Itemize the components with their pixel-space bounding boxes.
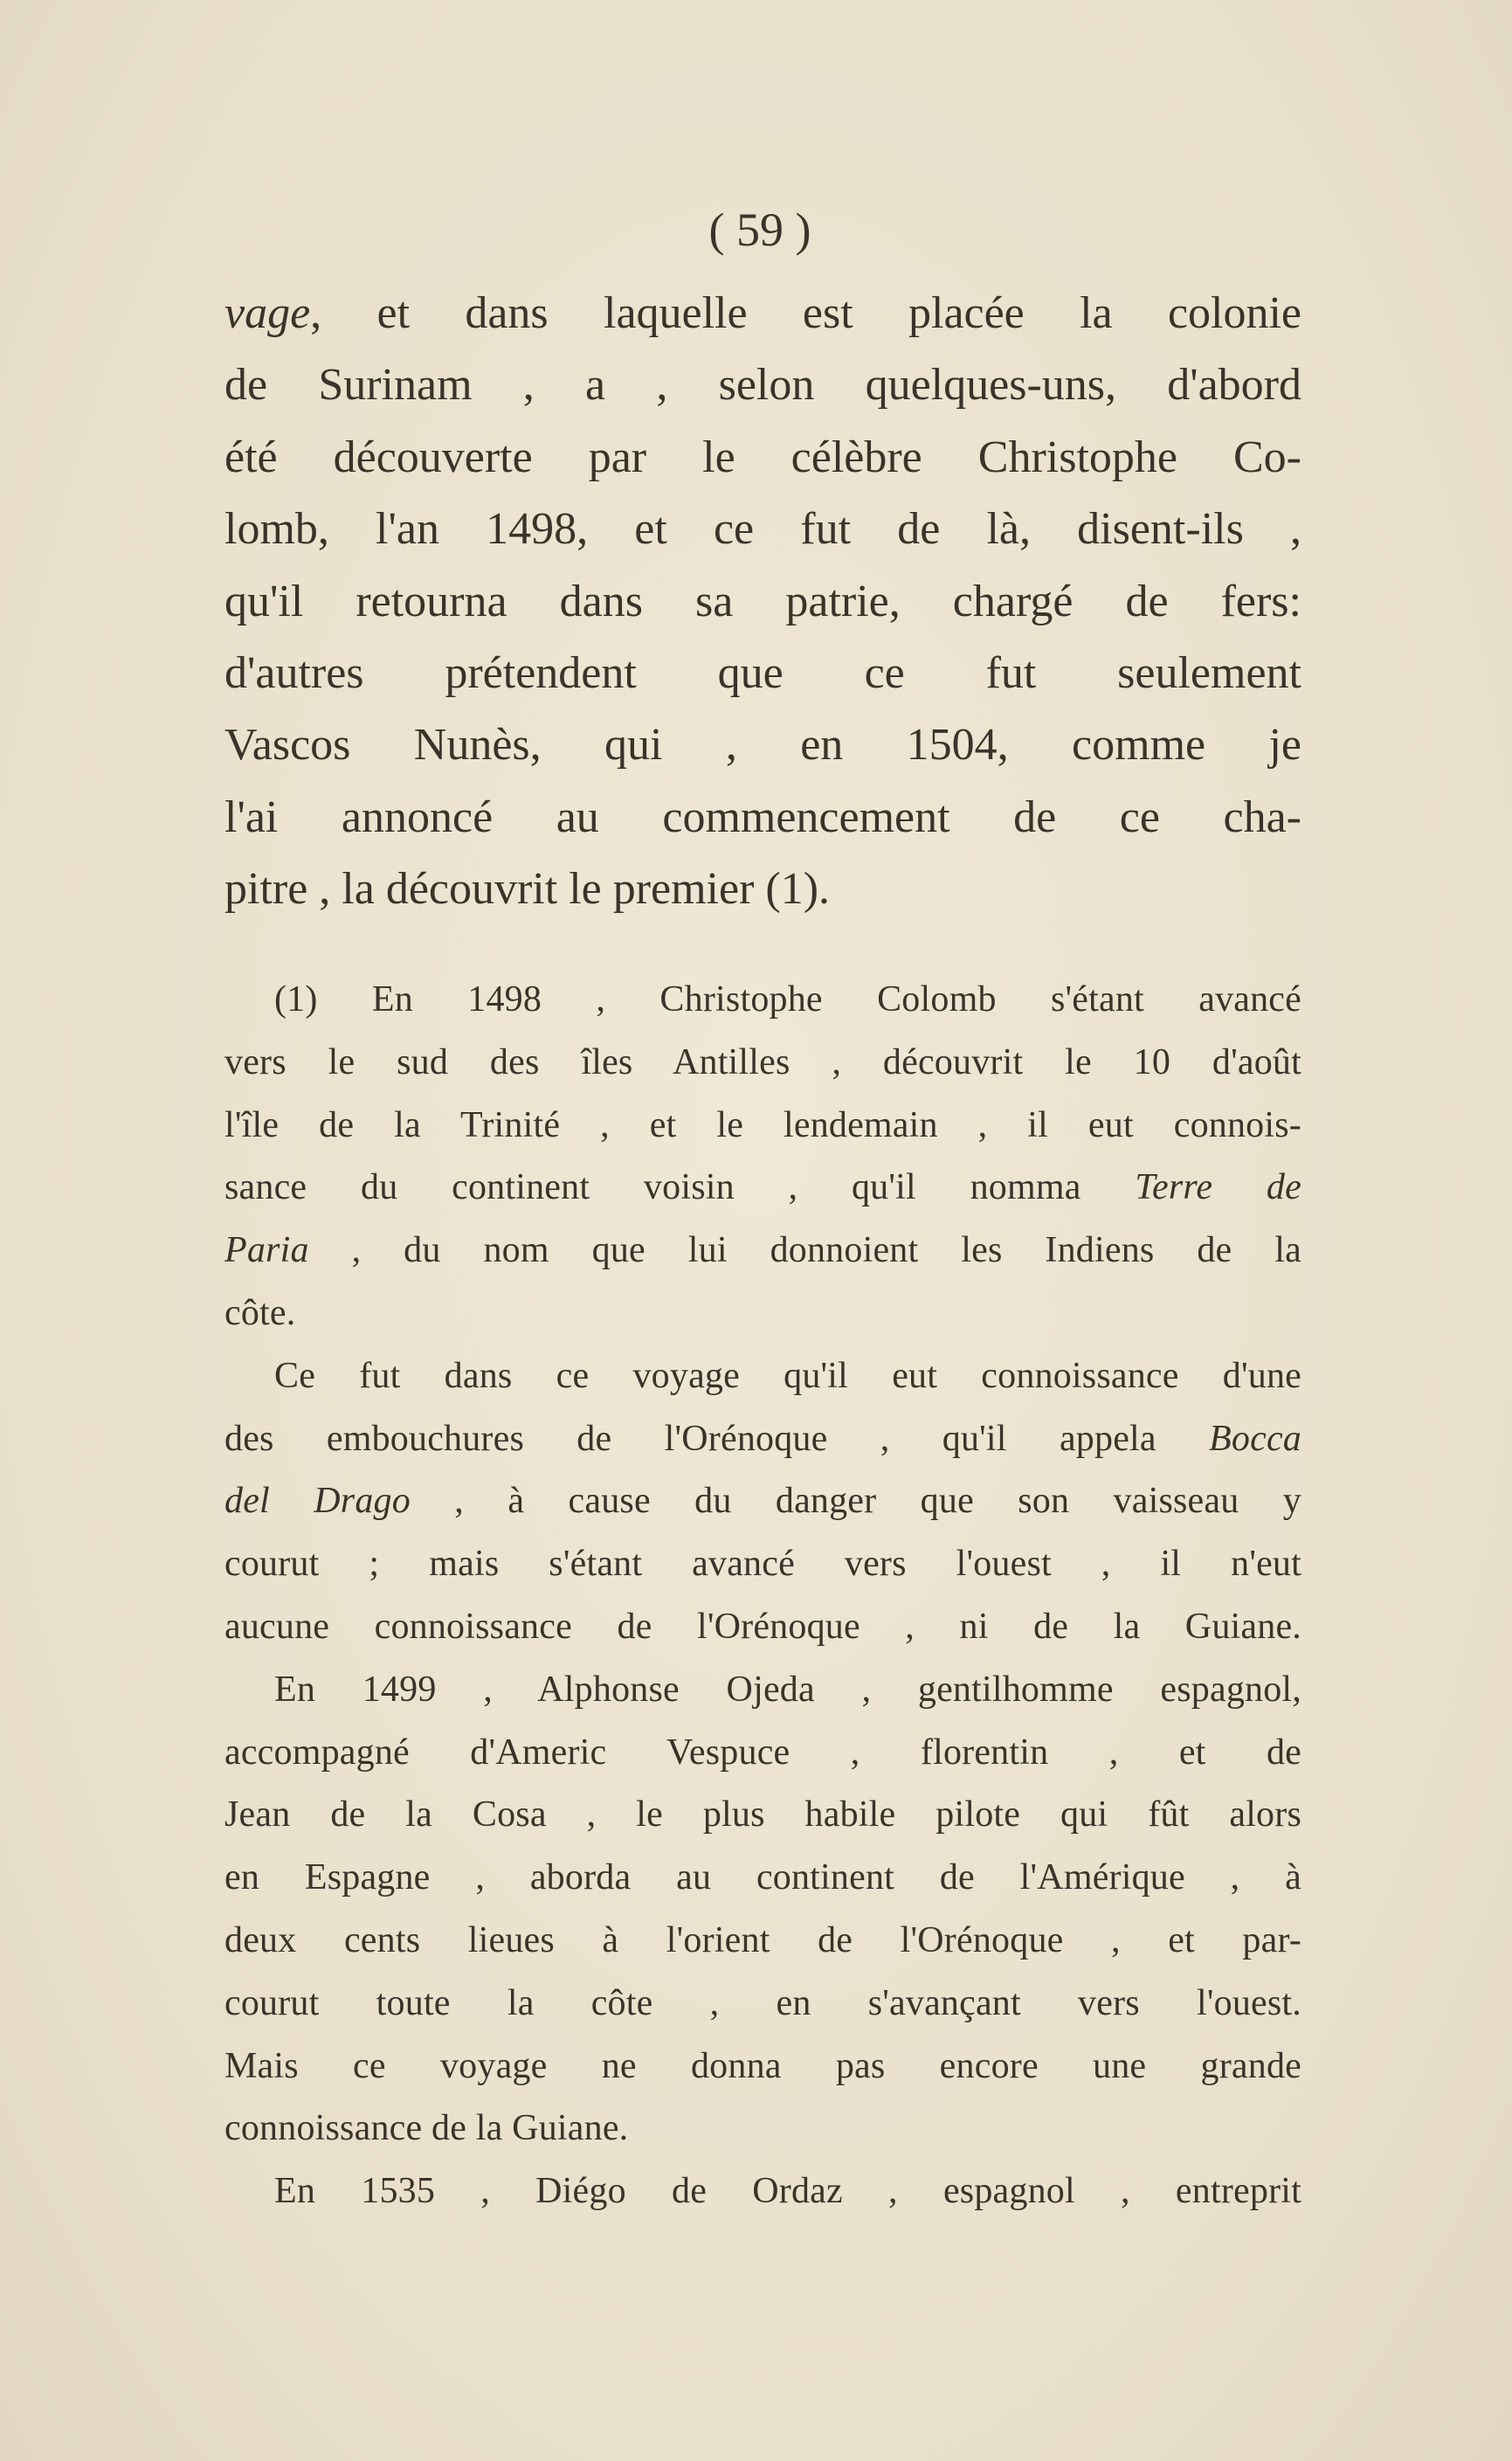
italic-text: Terre de [1135, 1167, 1301, 1208]
footnote-line [224, 1721, 1301, 1784]
text-segment: pitre , la découvrit le premier (1). [224, 864, 831, 915]
footnote-line [274, 1345, 1301, 1407]
main-text-line [224, 349, 1301, 421]
main-text-line [224, 422, 1301, 494]
italic-text: Bocca [1209, 1418, 1301, 1459]
text-segment: lomb, l'an 1498, et ce fut de là, disent-ils , [224, 504, 1301, 555]
footnote-line [224, 1031, 1301, 1094]
text-segment: , à cause du danger que son vaisseau y [410, 1481, 1301, 1522]
text-segment: l'ai annoncé au commencement de ce cha- [224, 792, 1301, 842]
footnote-line [224, 1909, 1301, 1972]
footnote-line [274, 968, 1301, 1031]
page-number: ( 59 ) [708, 204, 811, 256]
main-text-line [224, 566, 1301, 638]
footnote-line [224, 1219, 1301, 1282]
text-segment: l'île de la Trinité , et le lendemain , il eut connois- [224, 1104, 1301, 1145]
main-text-line [224, 854, 1301, 925]
italic-text: vage [224, 288, 311, 338]
main-text-line [224, 638, 1301, 709]
footnote-line [224, 1282, 1301, 1345]
footnote-line [224, 1469, 1301, 1532]
text-segment: courut ; mais s'étant avancé vers l'ouest , il n'eut [224, 1544, 1301, 1585]
footnote-line [224, 1595, 1301, 1658]
main-text-line [224, 709, 1301, 781]
text-segment: vers le sud des îles Antilles , découvrit le 10 d'août [224, 1041, 1301, 1082]
text-segment: connoissance de la Guiane. [224, 2108, 629, 2149]
main-text-line [224, 278, 1301, 349]
text-segment: d'autres prétendent que ce fut seulement [224, 648, 1301, 698]
text-segment: , du nom que lui donnoient les Indiens de la [308, 1230, 1301, 1271]
footnote-line [224, 1972, 1301, 2035]
text-segment: Jean de la Cosa , le plus habile pilote qui fût alors [224, 1794, 1301, 1835]
italic-text: del Drago [224, 1481, 411, 1522]
footnote-line [224, 1783, 1301, 1846]
text-segment: (1) En 1498 , Christophe Colomb s'étant avancé [274, 979, 1301, 1020]
text-segment: Ce fut dans ce voyage qu'il eut connoissance d'une [274, 1355, 1301, 1396]
text-segment: Mais ce voyage ne donna pas encore une grande [224, 2045, 1301, 2086]
italic-text: Paria [224, 1230, 309, 1271]
footnote-line [224, 1407, 1301, 1470]
footnote-line [274, 1658, 1301, 1721]
text-segment: sance du continent voisin , qu'il nomma [224, 1167, 1136, 1208]
footnote-line [224, 1846, 1301, 1909]
footnote-line [224, 2035, 1301, 2098]
text-segment: des embouchures de l'Orénoque , qu'il appela [224, 1418, 1210, 1459]
text-segment: , et dans laquelle est placée la colonie [310, 288, 1301, 338]
text-segment: qu'il retourna dans sa patrie, chargé de fers: [224, 576, 1301, 626]
footnote-line [224, 1532, 1301, 1595]
footnote-line [224, 1156, 1301, 1219]
text-segment: En 1535 , Diégo de Ordaz , espagnol , entreprit [274, 2171, 1301, 2212]
text-segment: aucune connoissance de l'Orénoque , ni de la Guiane. [224, 1607, 1301, 1647]
text-segment: en Espagne , aborda au continent de l'Amérique , à [224, 1857, 1301, 1898]
text-segment: été découverte par le célèbre Christophe Co- [224, 432, 1301, 482]
footnote-line [224, 2097, 1301, 2160]
text-segment: Vascos Nunès, qui , en 1504, comme je [224, 720, 1301, 771]
text-segment: deux cents lieues à l'orient de l'Orénoque , et par- [224, 1920, 1301, 1960]
text-segment: courut toute la côte , en s'avançant vers l'ouest. [224, 1982, 1301, 2023]
main-text-line [224, 782, 1301, 854]
footnote-line [274, 2160, 1301, 2223]
footnote-line [224, 1094, 1301, 1157]
text-segment: En 1499 , Alphonse Ojeda , gentilhomme espagnol, [274, 1669, 1301, 1710]
text-segment: accompagné d'Americ Vespuce , florentin , et de [224, 1732, 1301, 1773]
text-segment: côte. [224, 1293, 296, 1333]
text-segment: de Surinam , a , selon quelques-uns, d'abord [224, 360, 1301, 411]
main-text-line [224, 494, 1301, 565]
